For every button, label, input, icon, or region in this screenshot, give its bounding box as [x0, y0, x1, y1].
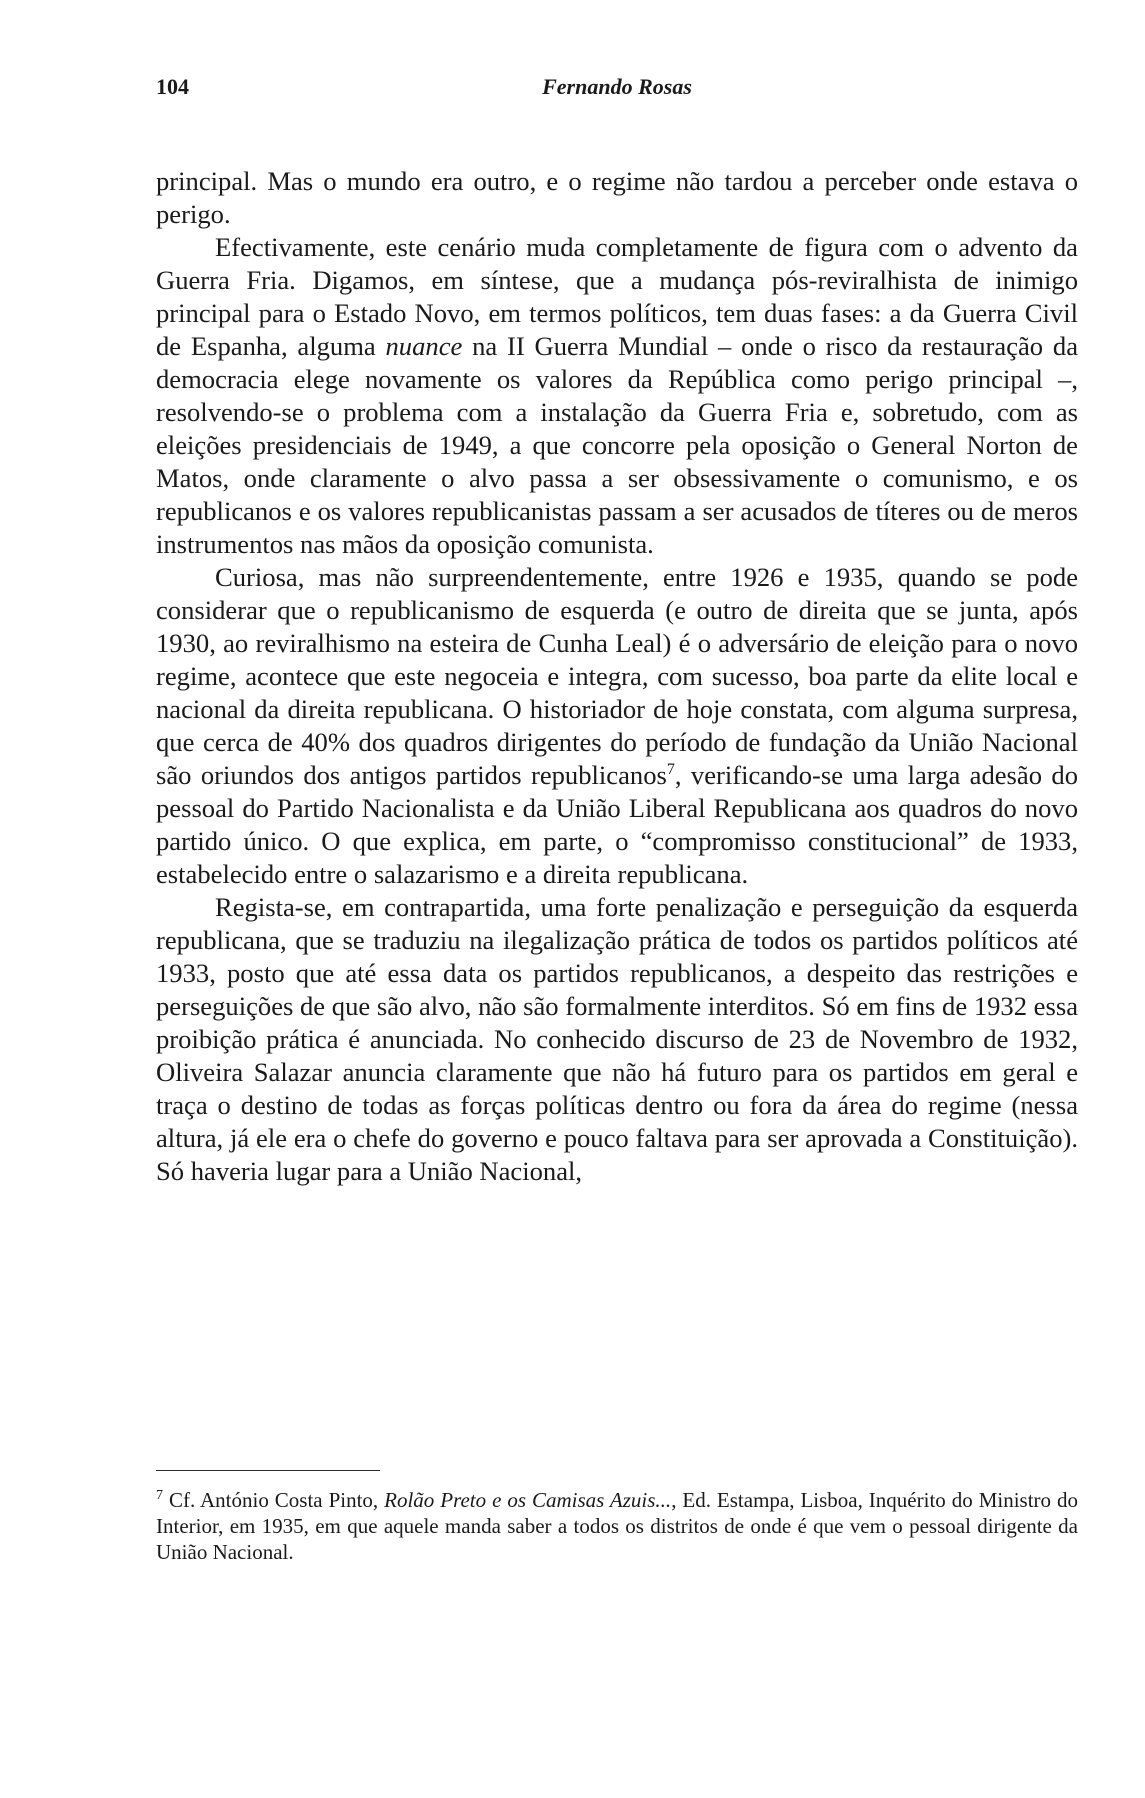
footnote: $^7$ Cf. António Costa Pinto, Rolão Preto e os Camisas Azuis..., Ed. Estampa, Lisboa, Inquérito do Ministro do Interior, em 1935, em que aquele manda saber a todos os distritos de onde é que vem o pessoal dirigente da União Nacional.	[156, 1488, 1078, 1564]
paragraph-1: principal. Mas o mundo era outro, e o regime não tardou a perceber onde estava o perigo.	[156, 166, 1078, 229]
body-text	[156, 165, 1078, 1188]
paragraph-4: Regista-se, em contrapartida, uma forte penalização e perseguição da esquerda republicana, que se traduziu na ilegalização prática de todos os partidos políticos até 1933, posto que até essa data os partidos republicanos, a despeito das restrições e perseguições de que são alvo, não são formalmente interditos. Só em fins de 1932 essa proibição prática é anunciada. No conhecido discurso de 23 de Novembro de 1932, Oliveira Salazar anuncia claramente que não há futuro para os partidos em geral e traça o destino de todas as forças políticas dentro ou fora da área do regime (nessa altura, já ele era o chefe do governo e pouco faltava para ser aprovada a Constituição). Só haveria lugar para a União Nacional,	[156, 892, 1078, 1186]
paragraph-2: Efectivamente, este cenário muda completamente de figura com o advento da Guerra Fria. Digamos, em síntese, que a mudança pós-reviralhista de inimigo principal para o Estado Novo, em termos políticos, tem duas fases: a da Guerra Civil de Espanha, alguma nuance na II Guerra Mundial – onde o risco da restauração da democracia elege novamente os valores da República como perigo principal –, resolvendo-se o problema com a instalação da Guerra Fria e, sobretudo, com as eleições presidenciais de 1949, a que concorre pela oposição o General Norton de Matos, onde claramente o alvo passa a ser obsessivamente o comunismo, e os republicanos e os valores republicanistas passam a ser acusados de títeres ou de meros instrumentos nas mãos da oposição comunista.	[156, 232, 1078, 559]
italic-term: nuance	[385, 331, 463, 361]
page-header	[156, 70, 1078, 104]
paragraph-3: Curiosa, mas não surpreendentemente, entre 1926 e 1935, quando se pode considerar que o republicanismo de esquerda (e outro de direita que se junta, após 1930, ao reviralhismo na esteira de Cunha Leal) é o adversário de eleição para o novo regime, acontece que este negoceia e integra, com sucesso, boa parte da elite local e nacional da direita republicana. O historiador de hoje constata, com alguma surpresa, que cerca de 40% dos quadros dirigentes do período de fundação da União Nacional são oriundos dos antigos partidos republicanos$^7$, verificando-se uma larga adesão do pessoal do Partido Nacionalista e da União Liberal Republicana aos quadros do novo partido único. O que explica, em parte, o “compromisso constitucional” de 1933, estabelecido entre o salazarismo e a direita republicana.	[156, 562, 1079, 889]
footnote-title: Rolão Preto e os Camisas Azuis...	[384, 1488, 672, 1512]
footnote-number: 7	[156, 1488, 163, 1503]
page-number: 104	[156, 74, 189, 99]
running-head-author: Fernando Rosas	[542, 74, 692, 99]
footnote-divider	[156, 1470, 380, 1471]
footnote-reference: 7	[666, 761, 675, 779]
